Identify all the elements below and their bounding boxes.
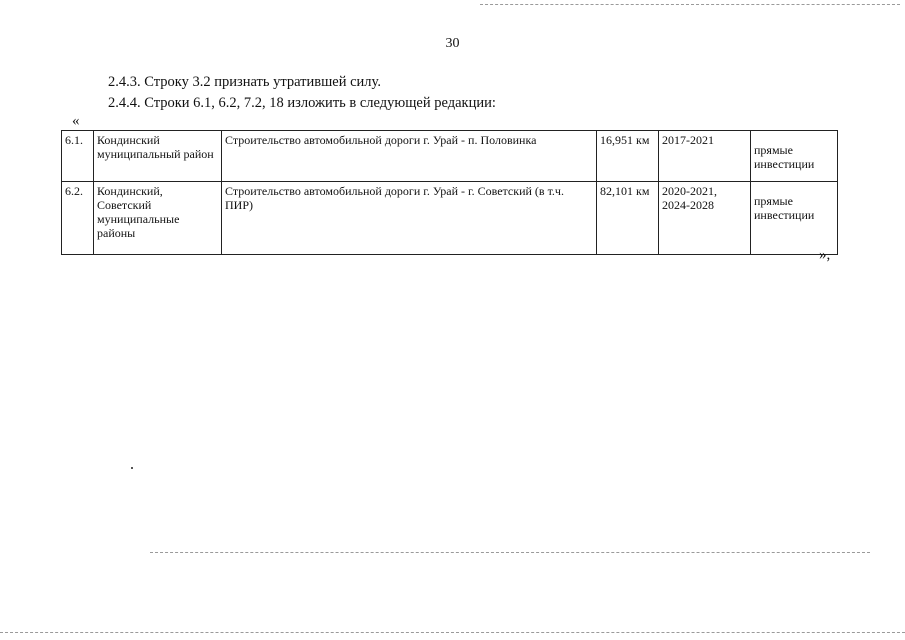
object-cell: Строительство автомобильной дороги г. Урай - г. Советский (в т.ч. ПИР) bbox=[222, 182, 597, 255]
financing-cell: прямые инвестиции bbox=[751, 131, 838, 182]
scan-speck bbox=[131, 467, 133, 469]
length-cell: 16,951 км bbox=[597, 131, 659, 182]
district-cell: Кондинский, Советский муниципальные районы bbox=[94, 182, 222, 255]
closing-quote: », bbox=[819, 247, 831, 263]
row-number-cell: 6.2. bbox=[62, 182, 94, 255]
amendment-table bbox=[61, 130, 838, 255]
object-cell: Строительство автомобильной дороги г. Урай - п. Половинка bbox=[222, 131, 597, 182]
table-row bbox=[62, 131, 838, 182]
paragraph-2-4-3: 2.4.3. Строку 3.2 признать утратившей силу. bbox=[108, 74, 381, 90]
paragraph-2-4-4: 2.4.4. Строки 6.1, 6.2, 7.2, 18 изложить в следующей редакции: bbox=[108, 95, 496, 111]
scan-border-bottom bbox=[150, 552, 870, 553]
row-number-cell: 6.1. bbox=[62, 131, 94, 182]
period-cell: 2020-2021, 2024-2028 bbox=[659, 182, 751, 255]
table-row bbox=[62, 182, 838, 255]
district-cell: Кондинский муниципальный район bbox=[94, 131, 222, 182]
financing-cell: прямые инвестиции bbox=[751, 182, 838, 255]
scan-border-footer bbox=[0, 632, 905, 633]
scan-border-top bbox=[480, 4, 900, 5]
period-cell: 2017-2021 bbox=[659, 131, 751, 182]
opening-quote: « bbox=[72, 113, 80, 129]
page-number: 30 bbox=[445, 36, 460, 51]
length-cell: 82,101 км bbox=[597, 182, 659, 255]
